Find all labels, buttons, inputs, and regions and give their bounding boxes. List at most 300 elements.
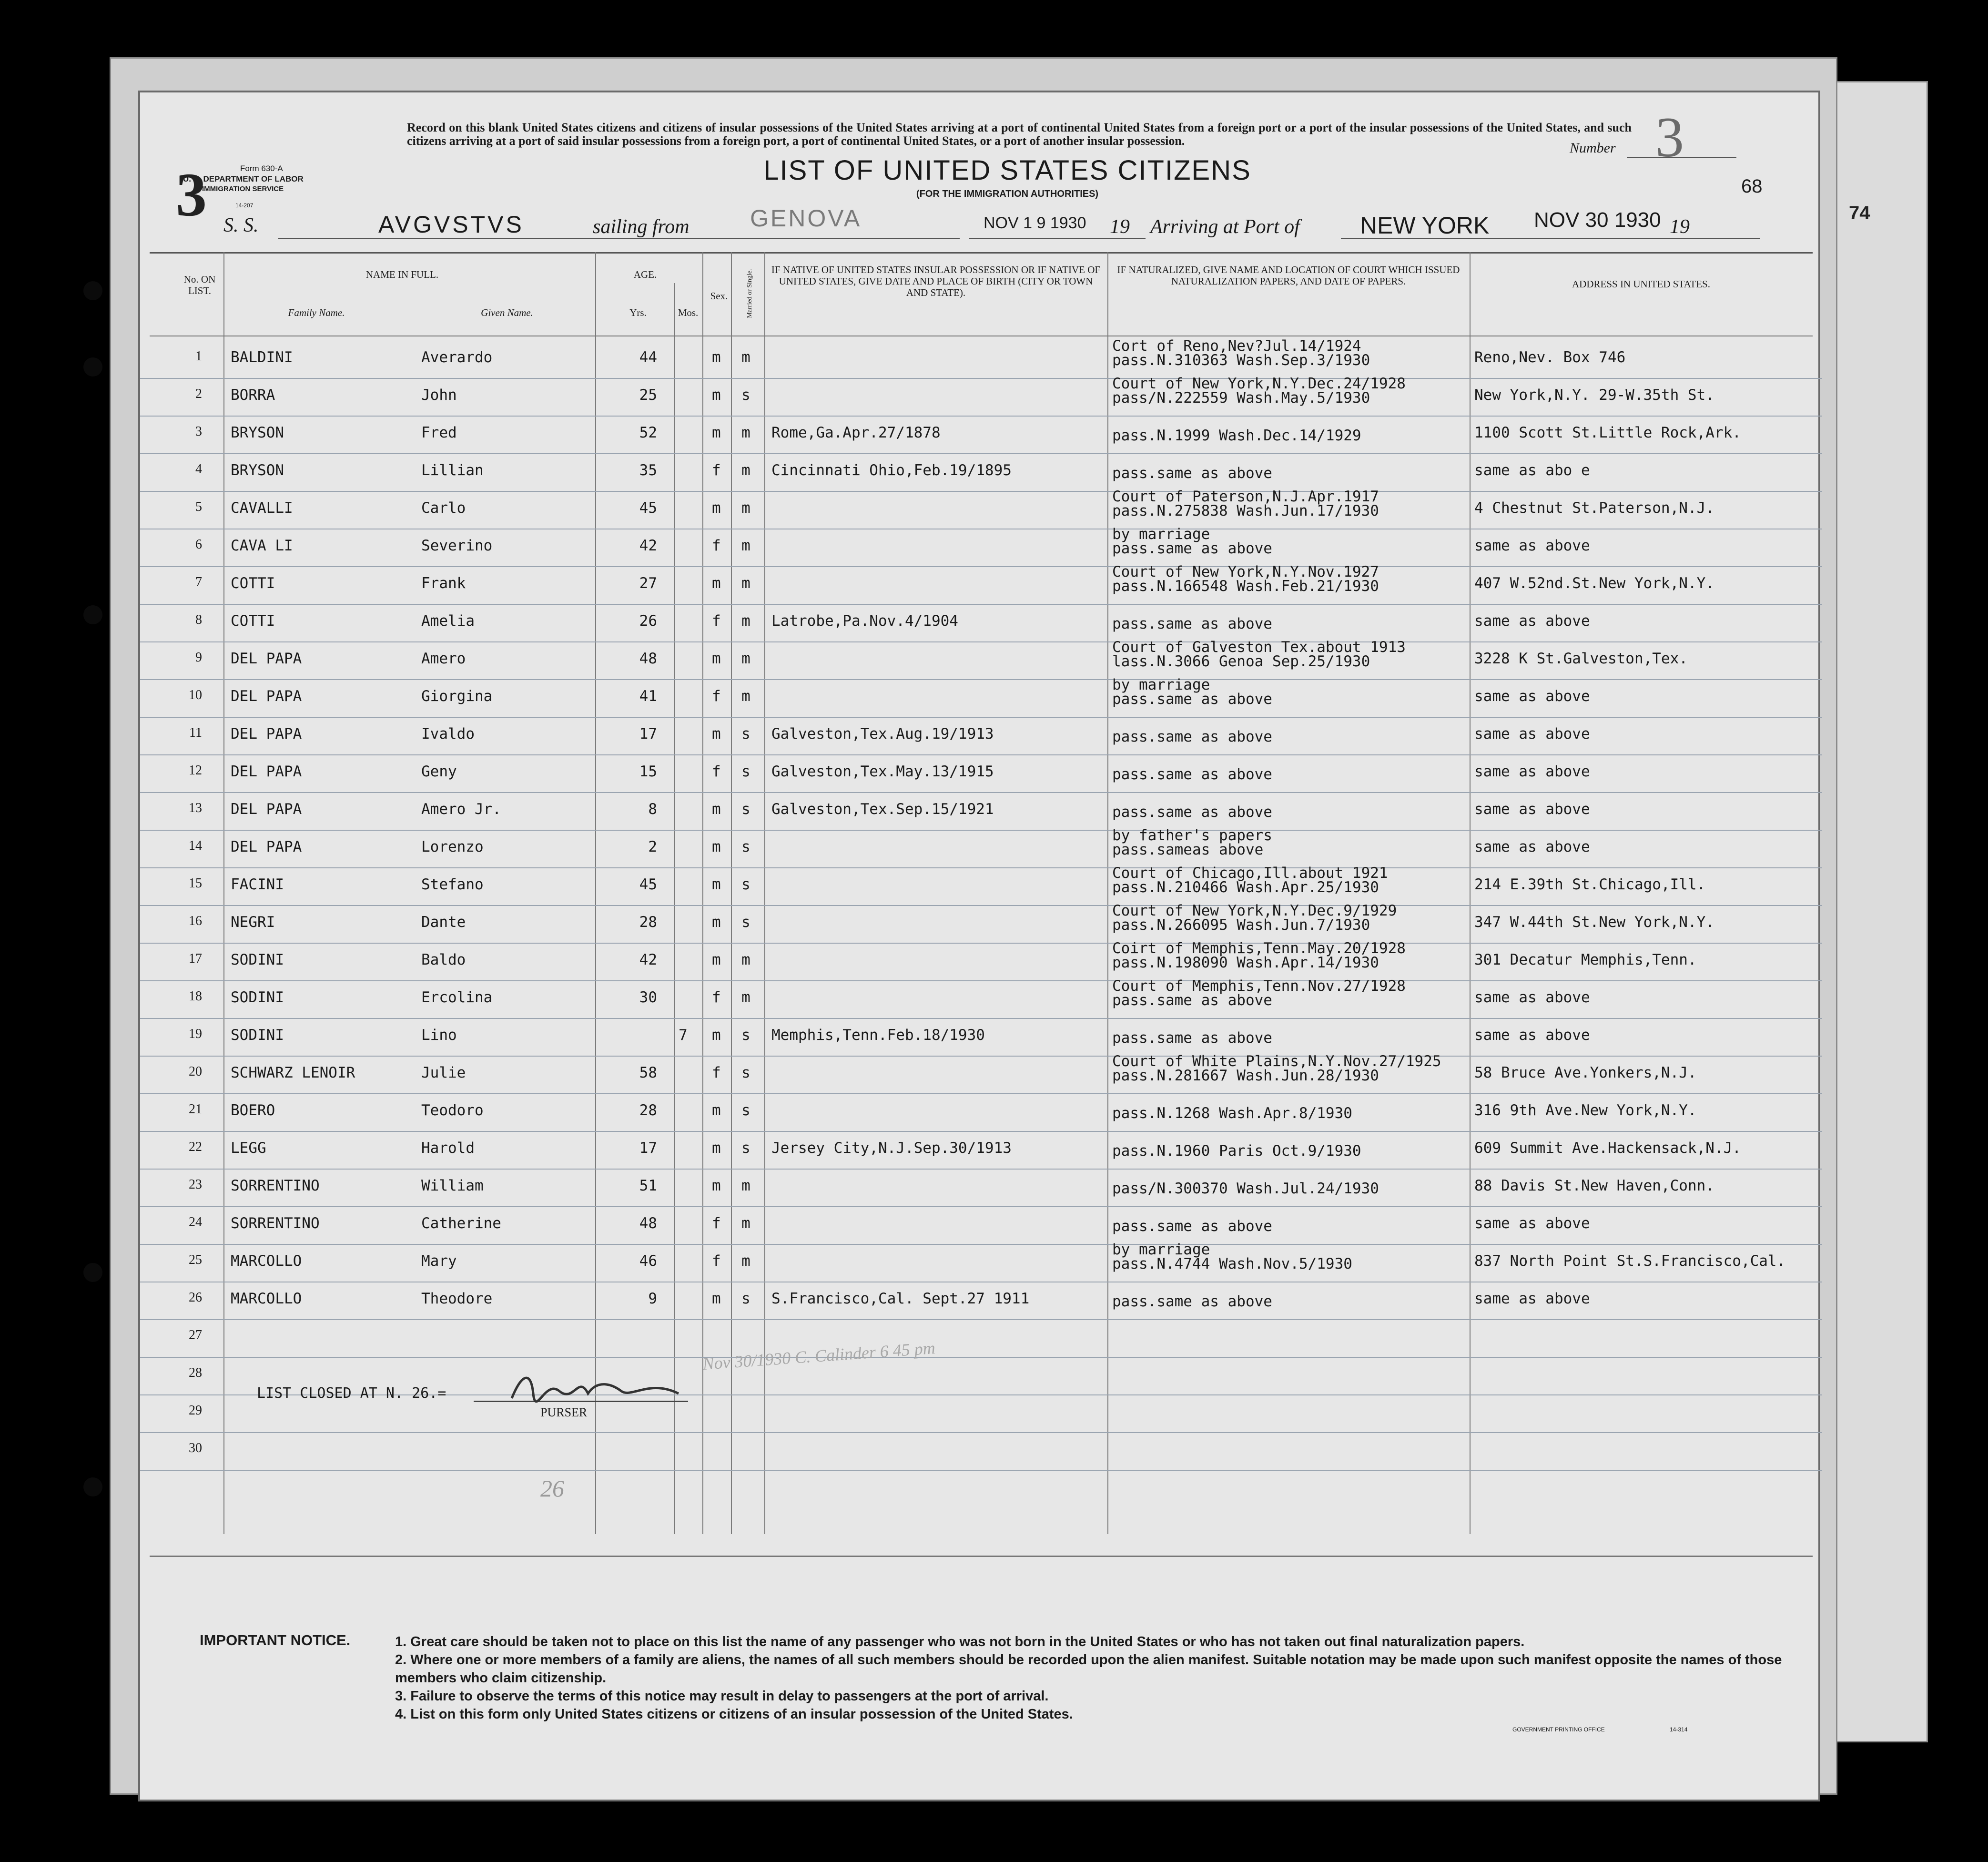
cell-given: Ivaldo: [421, 725, 475, 743]
cell-yrs: 35: [639, 462, 657, 479]
cell-no: 3: [195, 424, 202, 439]
print-code: 14-207: [235, 202, 254, 209]
cell-yrs: 42: [639, 951, 657, 968]
cell-family: BRYSON: [231, 424, 284, 441]
cell-yrs: 48: [639, 650, 657, 667]
header-mos: Mos.: [678, 307, 699, 318]
cell-ms: m: [741, 951, 751, 968]
cell-given: Harold: [421, 1140, 475, 1157]
edge-page-number: 74: [1849, 203, 1870, 224]
cell-given: Averardo: [421, 349, 493, 366]
cell-no: 13: [189, 801, 202, 815]
cell-sex: f: [712, 989, 721, 1006]
cell-ms: s: [741, 838, 751, 855]
cell-no: 25: [189, 1252, 202, 1267]
notice-item: 3. Failure to observe the terms of this notice may result in delay to passengers at the port of arrival.: [395, 1689, 1049, 1704]
cell-family: SORRENTINO: [231, 1177, 320, 1194]
cell-yrs: 26: [639, 612, 657, 630]
cell-family: DEL PAPA: [231, 801, 302, 818]
cell-family: FACINI: [231, 876, 284, 893]
cell-address: same as above: [1474, 612, 1590, 630]
cell-ms: s: [741, 1027, 751, 1044]
cell-family: SCHWARZ LENOIR: [231, 1064, 355, 1081]
cell-birth: Jersey City,N.J.Sep.30/1913: [771, 1140, 1012, 1157]
cell-address: same as above: [1474, 725, 1590, 743]
cell-naturalization-court: Court of Chicago,Ill.about 1921: [1112, 865, 1388, 882]
cell-family: CAVALLI: [231, 499, 293, 517]
cell-naturalization-court: Coirt of Memphis,Tenn.May.20/1928: [1112, 940, 1406, 957]
table-row: [140, 940, 1822, 981]
table-row: [140, 453, 1822, 492]
cell-address: 214 E.39th St.Chicago,Ill.: [1474, 876, 1706, 893]
cell-yrs: 30: [639, 989, 657, 1006]
cell-address: 3228 K St.Galveston,Tex.: [1474, 650, 1688, 667]
cell-ms: m: [741, 612, 751, 630]
cell-yrs: 15: [639, 763, 657, 780]
cell-family: MARCOLLO: [231, 1252, 302, 1270]
cell-ms: s: [741, 801, 751, 818]
cell-given: Julie: [421, 1064, 466, 1081]
pencil-count: 26: [540, 1475, 564, 1502]
cell-no: 19: [189, 1027, 202, 1041]
cell-naturalization-court: Court of Galveston Tex.about 1913: [1112, 639, 1406, 656]
cell-naturalization-court: by marriage: [1112, 676, 1210, 693]
cell-no: 14: [189, 838, 202, 853]
cell-family: SODINI: [231, 1027, 284, 1044]
cell-mos: 7: [679, 1027, 688, 1044]
service-name: IMMIGRATION SERVICE: [202, 185, 284, 193]
cell-sex: f: [712, 1252, 721, 1270]
cell-family: SODINI: [231, 951, 284, 968]
cell-birth: Latrobe,Pa.Nov.4/1904: [771, 612, 958, 630]
purser-label: PURSER: [540, 1405, 588, 1419]
cell-ms: m: [741, 575, 751, 592]
cell-yrs: 27: [639, 575, 657, 592]
cell-yrs: 41: [639, 688, 657, 705]
cell-address: same as abo e: [1474, 462, 1590, 479]
cell-no: 30: [189, 1441, 202, 1455]
cell-yrs: 17: [639, 1140, 657, 1157]
cell-passport: pass.N.310363 Wash.Sep.3/1930: [1112, 352, 1370, 369]
cell-no: 6: [195, 537, 202, 552]
cell-address: 88 Davis St.New Haven,Conn.: [1474, 1177, 1714, 1194]
binder-hole: [83, 357, 102, 376]
cell-ms: s: [741, 725, 751, 743]
list-closed-text: LIST CLOSED AT N. 26.=: [257, 1385, 446, 1402]
year-suffix-1: 19: [1110, 216, 1130, 238]
cell-yrs: 42: [639, 537, 657, 554]
cell-family: BALDINI: [231, 349, 293, 366]
header-native-birth: IF NATIVE OF UNITED STATES INSULAR POSSESSION OR IF NATIVE OF UNITED STATES, GIVE DATE AND PLACE OF BIRTH (CITY OR TOWN AND STATE).: [771, 264, 1101, 298]
table-row: [140, 488, 1822, 529]
cell-family: BOERO: [231, 1102, 275, 1119]
cell-ms: m: [741, 688, 751, 705]
table-row: [140, 1282, 1822, 1320]
cell-passport: pass.same as above: [1112, 1029, 1272, 1047]
table-row: [140, 792, 1822, 831]
cell-birth: Galveston,Tex.May.13/1915: [771, 763, 994, 780]
cell-sex: f: [712, 688, 721, 705]
cell-address: 4 Chestnut St.Paterson,N.J.: [1474, 499, 1714, 517]
cell-given: Mary: [421, 1252, 457, 1270]
cell-passport: pass.N.266095 Wash.Jun.7/1930: [1112, 916, 1370, 934]
cell-yrs: 45: [639, 876, 657, 893]
cell-passport: pass.same as above: [1112, 615, 1272, 632]
cell-yrs: 45: [639, 499, 657, 517]
cell-yrs: 8: [648, 801, 657, 818]
cell-no: 23: [189, 1177, 202, 1192]
cell-ms: s: [741, 914, 751, 931]
year-suffix-2: 19: [1670, 216, 1690, 238]
cell-passport: pass.N.275838 Wash.Jun.17/1930: [1112, 502, 1379, 519]
cell-yrs: 46: [639, 1252, 657, 1270]
cell-family: DEL PAPA: [231, 763, 302, 780]
cell-given: Lillian: [421, 462, 484, 479]
page-number: 68: [1741, 176, 1763, 197]
cell-given: Catherine: [421, 1215, 501, 1232]
number-value: 3: [1655, 105, 1684, 169]
cell-family: DEL PAPA: [231, 650, 302, 667]
header-address: ADDRESS IN UNITED STATES.: [1572, 278, 1710, 290]
cell-address: 609 Summit Ave.Hackensack,N.J.: [1474, 1140, 1741, 1157]
cell-passport: pass.same as above: [1112, 540, 1272, 557]
cell-family: NEGRI: [231, 914, 275, 931]
binder-hole: [83, 1263, 102, 1282]
cell-ms: m: [741, 462, 751, 479]
cell-no: 16: [189, 914, 202, 928]
cell-no: 12: [189, 763, 202, 778]
cell-no: 10: [189, 688, 202, 702]
cell-passport: pass.N.281667 Wash.Jun.28/1930: [1112, 1067, 1379, 1084]
cell-naturalization-court: Court of White Plains,N.Y.Nov.27/1925: [1112, 1053, 1441, 1070]
cell-yrs: 58: [639, 1064, 657, 1081]
manifest-page: [138, 91, 1820, 1801]
number-label: Number: [1570, 140, 1616, 156]
cell-ms: m: [741, 499, 751, 517]
cell-passport: pass.same as above: [1112, 691, 1272, 708]
cell-ms: m: [741, 349, 751, 366]
cell-birth: Memphis,Tenn.Feb.18/1930: [771, 1027, 985, 1044]
cell-ms: m: [741, 650, 751, 667]
cell-birth: Cincinnati Ohio,Feb.19/1895: [771, 462, 1012, 479]
cell-address: 1100 Scott St.Little Rock,Ark.: [1474, 424, 1741, 441]
cell-sex: f: [712, 1215, 721, 1232]
sailing-from-label: sailing from: [593, 216, 690, 238]
cell-given: Giorgina: [421, 688, 493, 705]
cell-address: New York,N.Y. 29-W.35th St.: [1474, 387, 1714, 404]
cell-address: same as above: [1474, 1027, 1590, 1044]
purser-signature: [507, 1365, 688, 1408]
cell-address: same as above: [1474, 838, 1590, 855]
cell-yrs: 51: [639, 1177, 657, 1194]
cell-ms: s: [741, 387, 751, 404]
cell-sex: m: [712, 424, 721, 441]
cell-passport: pass.same as above: [1112, 804, 1272, 821]
table-row: [140, 867, 1822, 906]
cell-passport: pass.sameas above: [1112, 841, 1264, 858]
table-row: [140, 754, 1822, 793]
cell-sex: m: [712, 876, 721, 893]
notice-item: 1. Great care should be taken not to place on this list the name of any passenger who was not born in the United States or who has not taken out final naturalization papers.: [395, 1634, 1525, 1649]
cell-passport: pass.same as above: [1112, 992, 1272, 1009]
ship-name: AVGVSTVS: [378, 211, 524, 238]
cell-no: 18: [189, 989, 202, 1004]
header-age: AGE.: [633, 269, 657, 280]
binder-hole: [83, 281, 102, 300]
cell-passport: pass.N.4744 Wash.Nov.5/1930: [1112, 1255, 1352, 1272]
cell-family: COTTI: [231, 612, 275, 630]
cell-no: 9: [195, 650, 202, 665]
table-row: [140, 526, 1822, 567]
cell-family: LEGG: [231, 1140, 266, 1157]
cell-passport: pass.N.166548 Wash.Feb.21/1930: [1112, 578, 1379, 595]
cell-naturalization-court: Court of New York,N.Y.Dec.24/1928: [1112, 375, 1406, 392]
header-sex: Sex.: [710, 290, 728, 302]
departure-date: NOV 1 9 1930: [984, 214, 1086, 232]
cell-sex: m: [712, 1102, 721, 1119]
cell-given: Frank: [421, 575, 466, 592]
binder-hole: [83, 605, 102, 624]
cell-given: Geny: [421, 763, 457, 780]
cell-given: Fred: [421, 424, 457, 441]
cell-naturalization-court: Court of Memphis,Tenn.Nov.27/1928: [1112, 977, 1406, 995]
header-name-in-full: NAME IN FULL.: [365, 269, 439, 280]
cell-passport: pass.N.1999 Wash.Dec.14/1929: [1112, 427, 1361, 444]
origin-field-line: [702, 238, 960, 239]
cell-naturalization-court: Court of New York,N.Y.Dec.9/1929: [1112, 902, 1397, 919]
cell-given: John: [421, 387, 457, 404]
table-row: [140, 827, 1822, 868]
department-name: U. S. DEPARTMENT OF LABOR: [183, 174, 304, 183]
cell-given: Baldo: [421, 951, 466, 968]
cell-sex: m: [712, 349, 721, 366]
list-title: LIST OF UNITED STATES CITIZENS: [763, 155, 1251, 186]
cell-yrs: 52: [639, 424, 657, 441]
cell-passport: pass.N.1960 Paris Oct.9/1930: [1112, 1142, 1361, 1160]
cell-no: 28: [189, 1365, 202, 1380]
table-row: [140, 641, 1822, 680]
cell-no: 5: [195, 499, 202, 514]
instructions-text: Record on this blank United States citizens and citizens of insular possessions of the United States arriving at a port of continental United States from a foreign port or a port of the insular possessions of the United States, and such citizens arriving at a port of said insular possessions from a foreign port, a port of continental United States, or a port of another insular possession.: [407, 121, 1632, 148]
cell-ms: s: [741, 876, 751, 893]
cell-passport: pass.same as above: [1112, 1293, 1272, 1310]
cell-ms: m: [741, 424, 751, 441]
cell-sex: m: [712, 1027, 721, 1044]
table-row: [140, 717, 1822, 755]
notice-item: 4. List on this form only United States citizens or citizens of an insular possession of the United States.: [395, 1707, 1073, 1722]
cell-sex: m: [712, 499, 721, 517]
cell-sex: m: [712, 575, 721, 592]
cell-passport: pass/N.300370 Wash.Jul.24/1930: [1112, 1180, 1379, 1197]
cell-family: DEL PAPA: [231, 725, 302, 743]
arriving-label: Arriving at Port of: [1150, 216, 1300, 238]
cell-sex: f: [712, 537, 721, 554]
cell-passport: pass.same as above: [1112, 1218, 1272, 1235]
notice-heading: IMPORTANT NOTICE.: [200, 1632, 351, 1648]
header-no-on-list: No. ON LIST.: [183, 274, 216, 296]
cell-family: COTTI: [231, 575, 275, 592]
cell-no: 27: [189, 1328, 202, 1343]
cell-birth: Galveston,Tex.Aug.19/1913: [771, 725, 994, 743]
cell-sex: m: [712, 1290, 721, 1307]
cell-ms: m: [741, 537, 751, 554]
cell-yrs: 28: [639, 914, 657, 931]
footer-code: 14-314: [1670, 1726, 1688, 1733]
cell-address: same as above: [1474, 763, 1590, 780]
cell-yrs: 17: [639, 725, 657, 743]
table-row: [140, 1241, 1822, 1282]
cell-yrs: 48: [639, 1215, 657, 1232]
cell-no: 11: [189, 725, 202, 740]
cell-no: 20: [189, 1064, 202, 1079]
origin-port: GENOVA: [750, 205, 862, 232]
table-row: [140, 1432, 1822, 1471]
cell-family: BORRA: [231, 387, 275, 404]
cell-sex: f: [712, 612, 721, 630]
cell-given: Severino: [421, 537, 493, 554]
cell-ms: s: [741, 1290, 751, 1307]
cell-sex: f: [712, 1064, 721, 1081]
cell-given: Lino: [421, 1027, 457, 1044]
cell-ms: m: [741, 1177, 751, 1194]
table-row: [140, 604, 1822, 642]
cell-address: same as above: [1474, 989, 1590, 1006]
cell-no: 7: [195, 575, 202, 590]
cell-sex: m: [712, 951, 721, 968]
cell-family: MARCOLLO: [231, 1290, 302, 1307]
cell-yrs: 9: [648, 1290, 657, 1307]
cell-given: Amelia: [421, 612, 475, 630]
table-row: [140, 1206, 1822, 1245]
table-row: [140, 902, 1822, 944]
ss-label: S. S.: [223, 214, 259, 236]
cell-sex: m: [712, 1140, 721, 1157]
cell-address: same as above: [1474, 801, 1590, 818]
cell-address: 837 North Point St.S.Francisco,Cal.: [1474, 1252, 1786, 1270]
table-row: [140, 1131, 1822, 1170]
cell-yrs: 25: [639, 387, 657, 404]
cell-given: Amero: [421, 650, 466, 667]
cell-no: 2: [195, 387, 202, 401]
form-number: Form 630-A: [240, 164, 283, 173]
cell-sex: f: [712, 462, 721, 479]
stamp-number-left: 3: [176, 161, 207, 229]
arrival-date: NOV 30 1930: [1534, 208, 1661, 232]
header-family-name: Family Name.: [288, 307, 345, 318]
cell-passport: lass.N.3066 Genoa Sep.25/1930: [1112, 653, 1370, 670]
header-married-single: Married or Single.: [746, 269, 753, 318]
cell-naturalization-court: by father's papers: [1112, 827, 1272, 844]
cell-birth: Galveston,Tex.Sep.15/1921: [771, 801, 994, 818]
cell-given: Carlo: [421, 499, 466, 517]
cell-ms: m: [741, 989, 751, 1006]
header-given-name: Given Name.: [481, 307, 533, 318]
cell-sex: m: [712, 838, 721, 855]
cell-family: BRYSON: [231, 462, 284, 479]
binder-hole: [83, 1477, 102, 1496]
cell-sex: f: [712, 763, 721, 780]
cell-passport: pass.same as above: [1112, 728, 1272, 745]
cell-given: Teodoro: [421, 1102, 484, 1119]
cell-naturalization-court: by marriage: [1112, 526, 1210, 543]
cell-naturalization-court: by marriage: [1112, 1241, 1210, 1258]
table-row: [140, 563, 1822, 605]
cell-given: Theodore: [421, 1290, 493, 1307]
cell-address: 316 9th Ave.New York,N.Y.: [1474, 1102, 1697, 1119]
cell-no: 4: [195, 462, 202, 477]
header-yrs: Yrs.: [629, 307, 647, 318]
cell-birth: S.Francisco,Cal. Sept.27 1911: [771, 1290, 1030, 1307]
table-bottom-rule: [150, 1556, 1813, 1557]
cell-given: William: [421, 1177, 484, 1194]
cell-sex: m: [712, 914, 721, 931]
cell-no: 24: [189, 1215, 202, 1230]
table-row: [140, 1053, 1822, 1094]
cell-address: same as above: [1474, 537, 1590, 554]
footer-printing-office: GOVERNMENT PRINTING OFFICE: [1512, 1726, 1605, 1733]
table-row: [140, 1018, 1822, 1057]
cell-no: 1: [195, 349, 202, 364]
cell-ms: s: [741, 1102, 751, 1119]
cell-address: 58 Bruce Ave.Yonkers,N.J.: [1474, 1064, 1697, 1081]
cell-birth: Rome,Ga.Apr.27/1878: [771, 424, 941, 441]
cell-address: same as above: [1474, 1215, 1590, 1232]
cell-address: 407 W.52nd.St.New York,N.Y.: [1474, 575, 1714, 592]
notice-item: 2. Where one or more members of a family are aliens, the names of all such members should be recorded upon the alien manifest. Suitable notation may be made upon such manifest opposite the names of those members who claim citizenship.: [395, 1652, 1782, 1686]
cell-family: CAVA LI: [231, 537, 293, 554]
cell-sex: m: [712, 650, 721, 667]
cell-no: 15: [189, 876, 202, 891]
cell-passport: pass/N.222559 Wash.May.5/1930: [1112, 389, 1370, 407]
cell-yrs: 2: [648, 838, 657, 855]
header-naturalized: IF NATURALIZED, GIVE NAME AND LOCATION OF COURT WHICH ISSUED NATURALIZATION PAPERS, AND DATE OF PAPERS.: [1117, 264, 1460, 287]
arrival-port: NEW YORK: [1360, 212, 1490, 239]
cell-yrs: 28: [639, 1102, 657, 1119]
cell-no: 26: [189, 1290, 202, 1305]
cell-address: same as above: [1474, 1290, 1590, 1307]
cell-given: Amero Jr.: [421, 801, 501, 818]
cell-family: DEL PAPA: [231, 688, 302, 705]
cell-sex: m: [712, 725, 721, 743]
cell-ms: m: [741, 1252, 751, 1270]
cell-given: Ercolina: [421, 989, 493, 1006]
cell-no: 22: [189, 1140, 202, 1154]
cell-address: 301 Decatur Memphis,Tenn.: [1474, 951, 1697, 968]
cell-given: Stefano: [421, 876, 484, 893]
cell-naturalization-court: Court of Paterson,N.J.Apr.1917: [1112, 488, 1379, 505]
cell-naturalization-court: Court of New York,N.Y.Nov.1927: [1112, 563, 1379, 580]
cell-sex: m: [712, 1177, 721, 1194]
table-row: [140, 676, 1822, 718]
cell-address: 347 W.44th St.New York,N.Y.: [1474, 914, 1714, 931]
table-row: [140, 1169, 1822, 1207]
cell-given: Lorenzo: [421, 838, 484, 855]
cell-address: Reno,Nev. Box 746: [1474, 349, 1626, 366]
list-subtitle: (FOR THE IMMIGRATION AUTHORITIES): [916, 189, 1099, 199]
cell-no: 21: [189, 1102, 202, 1117]
cell-given: Dante: [421, 914, 466, 931]
pencil-arrival-note: Nov 30/1930 C. Calinder 6 45 pm: [702, 1338, 936, 1374]
cell-ms: m: [741, 1215, 751, 1232]
cell-passport: pass.same as above: [1112, 465, 1272, 482]
table-top-rule: [150, 252, 1813, 254]
cell-passport: pass.same as above: [1112, 766, 1272, 783]
cell-family: SORRENTINO: [231, 1215, 320, 1232]
cell-sex: m: [712, 387, 721, 404]
cell-ms: s: [741, 763, 751, 780]
cell-passport: pass.N.198090 Wash.Apr.14/1930: [1112, 954, 1379, 971]
cell-sex: m: [712, 801, 721, 818]
